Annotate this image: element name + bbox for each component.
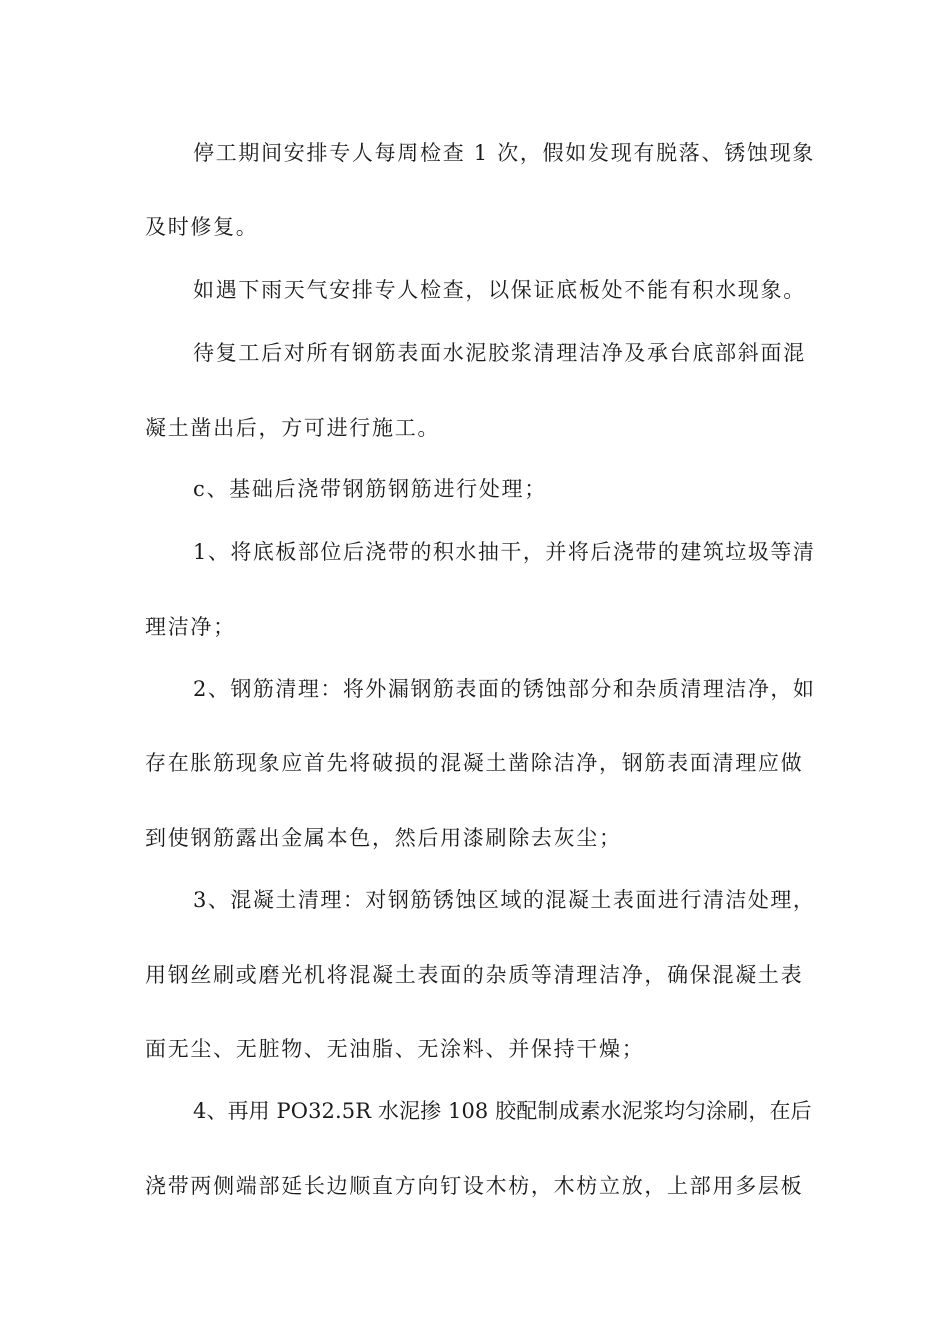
list-item-3-line-3: 面无尘、无脏物、无油脂、无涂料、并保持干燥；: [145, 1037, 645, 1061]
list-item-4-line-1: 4、再用 PO32.5R 水泥掺 108 胶配制成素水泥浆均匀涂刷，在后: [193, 1099, 812, 1123]
paragraph-line-2: 及时修复。: [145, 215, 259, 239]
list-item-1-line-1: 1、将底板部位后浇带的积水抽干，并将后浇带的建筑垃圾等清: [193, 540, 816, 564]
section-heading-c: c、基础后浇带钢筋钢筋进行处理；: [193, 477, 547, 501]
list-item-4-line-2: 浇带两侧端部延长边顺直方向钉设木枋，木枋立放，上部用多层板: [145, 1174, 804, 1198]
list-item-2-line-2: 存在胀筋现象应首先将破损的混凝土凿除洁净，钢筋表面清理应做: [145, 751, 804, 775]
list-item-3-line-1: 3、混凝土清理：对钢筋锈蚀区域的混凝土表面进行清洁处理，: [193, 888, 816, 912]
paragraph-line-1: 停工期间安排专人每周检查 1 次，假如发现有脱落、锈蚀现象: [193, 141, 816, 165]
list-item-1-line-2: 理洁净；: [145, 615, 236, 639]
paragraph-line-4: 待复工后对所有钢筋表面水泥胶浆清理洁净及承台底部斜面混: [193, 341, 806, 365]
paragraph-line-5: 凝土凿出后，方可进行施工。: [145, 416, 441, 440]
list-item-3-line-2: 用钢丝刷或磨光机将混凝土表面的杂质等清理洁净，确保混凝土表: [145, 963, 804, 987]
paragraph-line-3: 如遇下雨天气安排专人检查，以保证底板处不能有积水现象。: [193, 278, 806, 302]
list-item-2-line-1: 2、钢筋清理：将外漏钢筋表面的锈蚀部分和杂质清理洁净，如: [193, 677, 816, 701]
list-item-2-line-3: 到使钢筋露出金属本色，然后用漆刷除去灰尘；: [145, 826, 622, 850]
